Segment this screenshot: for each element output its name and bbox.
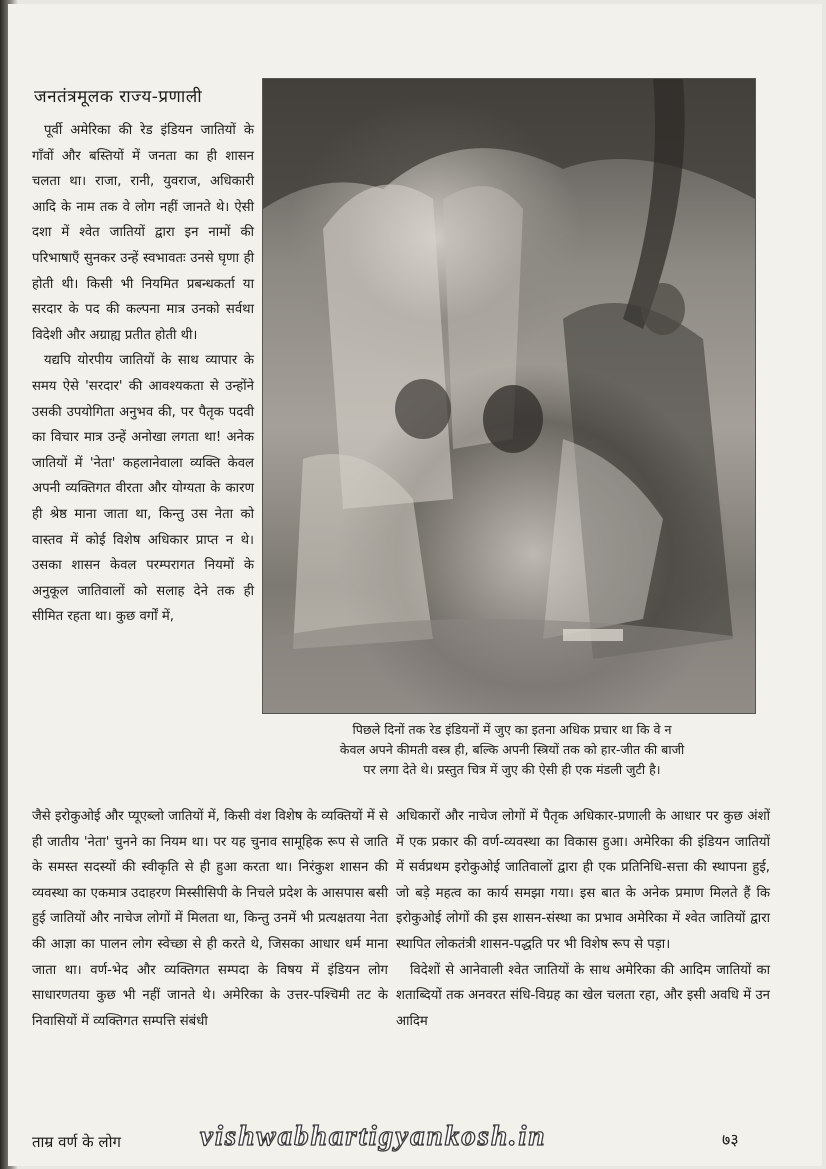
caption-line: पिछले दिनों तक रेड इंडियनों में जुए का इतना अधिक प्रचार था कि वे न — [352, 722, 672, 737]
caption-line: केवल अपने कीमती वस्त्र ही, बल्कि अपनी स्त्रियों तक को हार-जीत की बाजी — [339, 742, 685, 757]
running-header: जनतंत्रमूलक राज्य-प्रणाली — [34, 87, 203, 107]
illustration-shapes — [263, 79, 755, 713]
paragraph-4: अधिकारों और नाचेज लोगों में पैतृक अधिकार-प्रणाली के आधार पर कुछ अंशों में एक प्रकार की वर्ण-व्यवस्था का विकास हुआ। अमेरिका की इंडियन जातियों में सर्वप्रथम इरोकुओई जातिवालों द्वारा ही एक प्रतिनिधि-सत्ता की स्थापना हुई, जो बड़े महत्व का कार्य समझा गया। इस बात के अनेक प्रमाण मिलते हैं कि इरोकुओई लोगों की इस शासन-संस्था का प्रभाव अमेरिका में श्वेत जातियों द्वारा स्थापित लोकतंत्री शासन-पद्धति पर भी विशेष रूप से पड़ा। — [396, 809, 770, 952]
running-footer: ताम्र वर्ण के लोग — [32, 1133, 121, 1151]
watermark: vishwabhartigyankosh.in — [200, 1120, 547, 1152]
page-number: ७३ — [722, 1130, 739, 1149]
paragraph-5: विदेशों से आनेवाली श्वेत जातियों के साथ अमेरिका की आदिम जातियों का शताब्दियों तक अनवरत संधि-विग्रह का खेल चलता रहा, और इसी अवधि में उन आदिम — [396, 962, 770, 1029]
gambling-illustration — [262, 78, 756, 714]
right-column — [396, 804, 770, 1034]
paragraph-3: जैसे इरोकुओई और प्यूएब्लो जातियों में, किसी वंश विशेष के व्यक्तियों में से ही जातीय 'नेता' चुनने का नियम था। पर यह चुनाव सामूहिक रूप से जाति के समस्त सदस्यों की स्वीकृति से ही हुआ करता था। निरंकुश शासन की व्यवस्था का एकमात्र उदाहरण मिस्सीसिपी के निचले प्रदेश के आसपास बसी हुई जातियों और नाचेज लोगों में मिलता था, किन्तु उनमें भी प्रत्यक्षतया नेता की आज्ञा का पालन लोग स्वेच्छा से ही करते थे, जिसका आधार धर्म माना जाता था। वर्ण-भेद और व्यक्तिगत सम्पदा के विषय में इंडियन लोग साधारणतया कुछ भी नहीं जानते थे। अमेरिका के उत्तर-पश्चिमी तट के निवासियों में व्यक्तिगत सम्पत्ति संबंधी — [32, 809, 388, 1029]
caption-line: पर लगा देते थे। प्रस्तुत चित्र में जुए की ऐसी ही एक मंडली जुटी है। — [363, 762, 661, 777]
left-column — [32, 118, 254, 630]
paragraph-1: पूर्वी अमेरिका की रेड इंडियन जातियों के गाँवों और बस्तियों में जनता का ही शासन चलता था। राजा, रानी, युवराज, अधिकारी आदि के नाम तक वे लोग नहीं जानते थे। ऐसी दशा में श्वेत जातियों द्वारा इन नामों की परिभाषाएँ सुनकर उन्हें स्वभावतः उनसे घृणा ही होती थी। किसी भी नियमित प्रबन्धकर्ता या सरदार के पद की कल्पना मात्र उनको सर्वथा विदेशी और अग्राह्य प्रतीत होती थी। — [32, 123, 254, 343]
figure-caption — [262, 720, 762, 780]
bottom-left-column — [32, 804, 388, 1034]
paragraph-2: यद्यपि योरपीय जातियों के साथ व्यापार के समय ऐसे 'सरदार' की आवश्यकता से उन्होंने उसकी उपयोगिता अनुभव की, पर पैतृक पदवी का विचार मात्र उन्हें अनोखा लगता था! अनेक जातियों में 'नेता' कहलानेवाला व्यक्ति केवल अपनी व्यक्तिगत वीरता और योग्यता के कारण ही श्रेष्ठ माना जाता था, किन्तु उस नेता को वास्तव में कोई विशेष अधिकार प्राप्त न थे। उसका शासन केवल परम्परागत नियमों के अनुकूल जातिवालों को सलाह देने तक ही सीमित रहता था। कुछ वर्गों में, — [32, 353, 254, 625]
